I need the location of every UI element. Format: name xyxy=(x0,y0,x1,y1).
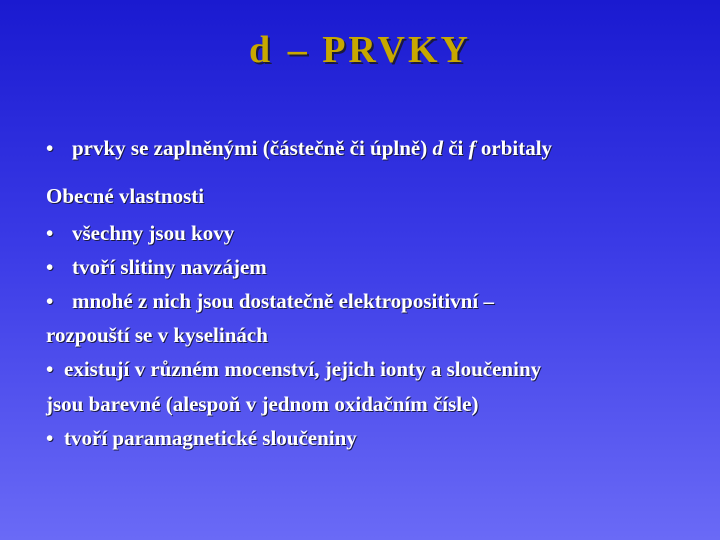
bullet-icon: • xyxy=(46,136,54,160)
intro-text-mid: či xyxy=(448,136,464,160)
list-item-continuation xyxy=(46,323,268,348)
bullet-icon: • xyxy=(46,357,54,381)
list-item-text: rozpouští se v kyselinách xyxy=(46,323,268,347)
intro-d-italic: d xyxy=(432,136,443,160)
list-item xyxy=(46,426,357,451)
list-item xyxy=(46,289,494,314)
section-heading: Obecné vlastnosti xyxy=(46,184,205,208)
bullet-icon: • xyxy=(46,426,54,450)
intro-f-italic: f xyxy=(468,136,476,160)
list-item-text: tvoří slitiny navzájem xyxy=(72,255,267,279)
title-letter-d: d xyxy=(249,29,274,71)
list-item-text: mnohé z nich jsou dostatečně elektropositivní – xyxy=(72,289,494,313)
intro-text-after: orbitaly xyxy=(480,136,553,160)
title-text: – PRVKY xyxy=(287,29,471,71)
slide-title xyxy=(0,28,720,72)
list-item xyxy=(46,221,234,246)
bullet-icon: • xyxy=(46,221,54,245)
list-item-continuation xyxy=(46,392,478,417)
intro-text-before: prvky se zaplněnými (částečně či úplně) xyxy=(72,136,428,160)
list-item-text: existují v různém mocenství, jejich ionty a sloučeniny xyxy=(64,357,542,381)
list-item-text: jsou barevné (alespoň v jednom oxidačním čísle) xyxy=(46,392,479,416)
list-item xyxy=(46,255,267,280)
bullet-icon: • xyxy=(46,289,54,313)
bullet-icon: • xyxy=(46,255,54,279)
intro-bullet-line xyxy=(46,136,552,161)
list-item xyxy=(46,357,541,382)
list-item-text: tvoří paramagnetické sloučeniny xyxy=(64,426,357,450)
list-item-text: všechny jsou kovy xyxy=(72,221,235,245)
